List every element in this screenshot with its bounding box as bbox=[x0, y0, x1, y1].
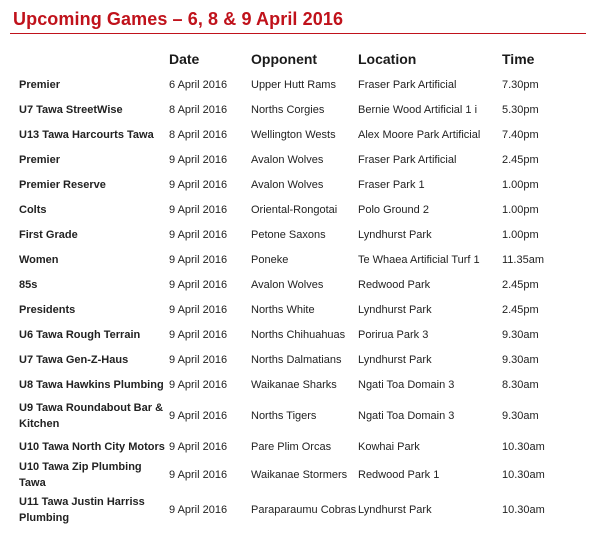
table-row bbox=[10, 97, 585, 122]
time-cell: 2.45pm bbox=[502, 303, 539, 316]
date-cell: 9 April 2016 bbox=[169, 253, 228, 266]
table-row bbox=[10, 372, 585, 397]
date-cell: 9 April 2016 bbox=[169, 153, 228, 166]
opponent-cell: Avalon Wolves bbox=[251, 278, 324, 291]
table-row bbox=[10, 297, 585, 322]
column-header-opponent: Opponent bbox=[251, 51, 318, 67]
table-row bbox=[10, 222, 585, 247]
opponent-cell: Pare Plim Orcas bbox=[251, 440, 332, 453]
time-cell: 9.30am bbox=[502, 328, 539, 341]
time-cell: 10.30am bbox=[502, 469, 545, 481]
date-cell: 6 April 2016 bbox=[169, 78, 228, 91]
time-cell: 7.30pm bbox=[502, 78, 539, 91]
location-cell: Lyndhurst Park bbox=[358, 228, 432, 241]
opponent-cell: Petone Saxons bbox=[251, 228, 326, 241]
opponent-cell: Norths Chihuahuas bbox=[251, 328, 346, 341]
team-cell: U10 Tawa North City Motors bbox=[19, 440, 165, 453]
team-cell: U7 Tawa StreetWise bbox=[19, 103, 123, 116]
location-cell: Redwood Park 1 bbox=[358, 469, 440, 481]
opponent-cell: Paraparaumu Cobras bbox=[251, 503, 357, 516]
team-cell: Premier bbox=[19, 153, 60, 166]
date-cell: 9 April 2016 bbox=[169, 178, 228, 191]
date-cell: 9 April 2016 bbox=[169, 328, 228, 341]
location-cell: Ngati Toa Domain 3 bbox=[358, 378, 455, 391]
team-cell: U6 Tawa Rough Terrain bbox=[19, 328, 141, 341]
location-cell: Lyndhurst Park bbox=[358, 353, 432, 366]
opponent-cell: Upper Hutt Rams bbox=[251, 78, 336, 91]
location-cell: Kowhai Park bbox=[358, 440, 420, 453]
opponent-cell: Avalon Wolves bbox=[251, 153, 324, 166]
team-cell: U9 Tawa Roundabout Bar & Kitchen bbox=[19, 401, 164, 430]
opponent-cell: Norths Dalmatians bbox=[251, 353, 342, 366]
date-cell: 8 April 2016 bbox=[169, 128, 228, 141]
location-cell: Bernie Wood Artificial 1 i bbox=[358, 103, 478, 116]
location-cell: Redwood Park bbox=[358, 278, 431, 291]
team-cell: Premier bbox=[19, 78, 60, 91]
team-cell: First Grade bbox=[19, 228, 78, 241]
location-cell: Lyndhurst Park bbox=[358, 303, 432, 316]
table-row bbox=[10, 72, 585, 97]
games-table-body bbox=[10, 72, 585, 528]
opponent-cell: Poneke bbox=[251, 253, 289, 266]
team-cell: U7 Tawa Gen-Z-Haus bbox=[19, 353, 129, 366]
date-cell: 9 April 2016 bbox=[169, 409, 228, 422]
time-cell: 1.00pm bbox=[502, 203, 539, 216]
games-table bbox=[10, 46, 585, 528]
opponent-cell: Waikanae Sharks bbox=[251, 378, 337, 391]
column-header-team bbox=[10, 46, 169, 72]
table-row bbox=[10, 197, 585, 222]
table-row bbox=[10, 122, 585, 147]
time-cell: 10.30am bbox=[502, 503, 545, 516]
location-cell: Ngati Toa Domain 3 bbox=[358, 409, 455, 422]
table-row bbox=[10, 247, 585, 272]
date-cell: 9 April 2016 bbox=[169, 228, 228, 241]
date-cell: 9 April 2016 bbox=[169, 203, 228, 216]
column-header-date: Date bbox=[169, 51, 200, 67]
table-row bbox=[10, 397, 585, 434]
table-row bbox=[10, 347, 585, 372]
location-cell: Fraser Park Artificial bbox=[358, 153, 457, 166]
time-cell: 5.30pm bbox=[502, 103, 539, 116]
location-cell: Polo Ground 2 bbox=[358, 203, 429, 216]
opponent-cell: Wellington Wests bbox=[251, 128, 336, 141]
table-row bbox=[10, 172, 585, 197]
time-cell: 2.45pm bbox=[502, 153, 539, 166]
location-cell: Te Whaea Artificial Turf 1 bbox=[358, 253, 480, 266]
time-cell: 11.35am bbox=[502, 253, 544, 266]
date-cell: 9 April 2016 bbox=[169, 503, 228, 516]
time-cell: 1.00pm bbox=[502, 178, 539, 191]
location-cell: Porirua Park 3 bbox=[358, 328, 429, 341]
team-cell: U13 Tawa Harcourts Tawa bbox=[19, 128, 154, 141]
time-cell: 1.00pm bbox=[502, 228, 539, 241]
column-header-location: Location bbox=[358, 51, 417, 67]
opponent-cell: Avalon Wolves bbox=[251, 178, 324, 191]
opponent-cell: Norths Tigers bbox=[251, 409, 317, 422]
location-cell: Fraser Park Artificial bbox=[358, 78, 457, 91]
opponent-cell: Waikanae Stormers bbox=[251, 469, 348, 481]
time-cell: 9.30am bbox=[502, 409, 539, 422]
date-cell: 9 April 2016 bbox=[169, 353, 228, 366]
team-cell: Colts bbox=[19, 203, 47, 216]
page-title: Upcoming Games – 6, 8 & 9 April 2016 bbox=[13, 9, 344, 29]
date-cell: 9 April 2016 bbox=[169, 303, 228, 316]
table-row bbox=[10, 459, 585, 491]
time-cell: 9.30am bbox=[502, 353, 539, 366]
table-row bbox=[10, 491, 585, 528]
date-cell: 8 April 2016 bbox=[169, 103, 228, 116]
table-row bbox=[10, 322, 585, 347]
team-cell: 85s bbox=[19, 278, 38, 291]
time-cell: 8.30am bbox=[502, 378, 539, 391]
opponent-cell: Norths White bbox=[251, 303, 315, 316]
team-cell: U10 Tawa Zip Plumbing Tawa bbox=[19, 461, 142, 489]
opponent-cell: Oriental-Rongotai bbox=[251, 203, 338, 216]
location-cell: Lyndhurst Park bbox=[358, 503, 432, 516]
time-cell: 7.40pm bbox=[502, 128, 539, 141]
team-cell: U11 Tawa Justin Harriss Plumbing bbox=[19, 495, 145, 524]
location-cell: Fraser Park 1 bbox=[358, 178, 425, 191]
date-cell: 9 April 2016 bbox=[169, 378, 228, 391]
table-row bbox=[10, 434, 585, 459]
team-cell: Premier Reserve bbox=[19, 178, 106, 191]
title-divider bbox=[10, 33, 586, 34]
table-header-row bbox=[10, 46, 585, 72]
date-cell: 9 April 2016 bbox=[169, 440, 228, 453]
date-cell: 9 April 2016 bbox=[169, 469, 228, 481]
team-cell: Presidents bbox=[19, 303, 76, 316]
opponent-cell: Norths Corgies bbox=[251, 103, 325, 116]
team-cell: U8 Tawa Hawkins Plumbing bbox=[19, 378, 164, 391]
time-cell: 10.30am bbox=[502, 440, 545, 453]
date-cell: 9 April 2016 bbox=[169, 278, 228, 291]
table-row bbox=[10, 272, 585, 297]
team-cell: Women bbox=[19, 253, 59, 266]
location-cell: Alex Moore Park Artificial bbox=[358, 128, 481, 141]
table-row bbox=[10, 147, 585, 172]
time-cell: 2.45pm bbox=[502, 278, 539, 291]
column-header-time: Time bbox=[502, 51, 535, 67]
